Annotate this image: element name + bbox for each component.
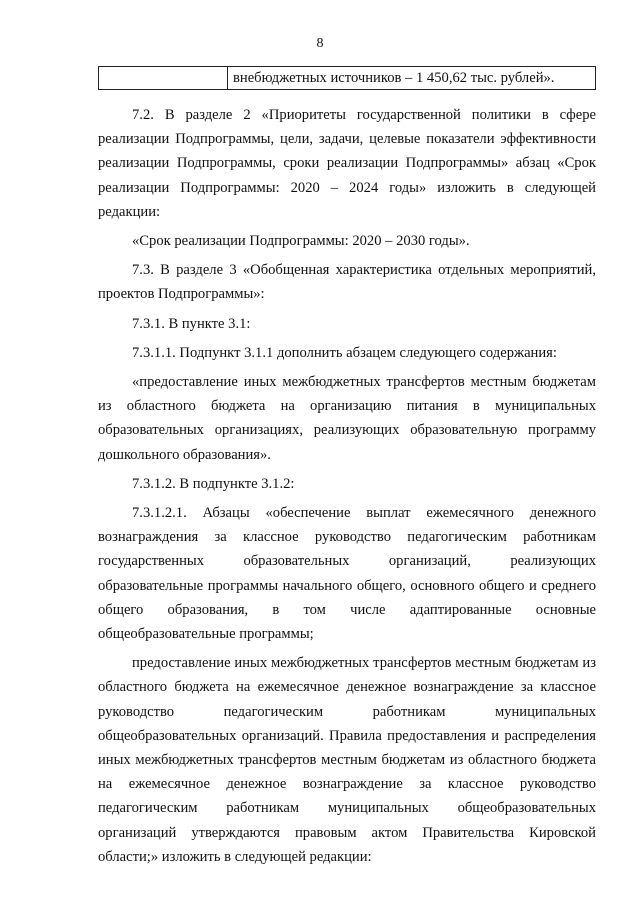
table-cell-text: внебюджетных источников – 1 450,62 тыс. рублей».	[233, 70, 555, 86]
paragraph-7-3-1-2-1: 7.3.1.2.1. Абзацы «обеспечение выплат ежемесячного денежного вознаграждения за классное руководство педагогическим работникам государственных образовательных организаций, реализующих образовательные программы начального общего, основного общего и среднего общего образования, в том числе адаптированные основные общеобразовательные программы;	[98, 505, 596, 643]
paragraph-7-3-1-1: 7.3.1.1. Подпункт 3.1.1 дополнить абзацем следующего содержания:	[132, 344, 557, 361]
paragraph-quote-transfers: «предоставление иных межбюджетных трансфертов местным бюджетам из областного бюджета на организацию питания в муниципальных образовательных организациях, реализующих образовательную программу дошкольного образования».	[98, 374, 596, 463]
paragraph-7-2: 7.2. В разделе 2 «Приоритеты государственной политики в сфере реализации Подпрограммы, цели, задачи, целевые показатели эффективности реализации Подпрограммы, сроки реализации Подпрограммы» абзац «Срок реализации Подпрограммы: 2020 – 2024 годы» изложить в следующей редакции:	[98, 107, 596, 220]
paragraph-7-3-1: 7.3.1. В пункте 3.1:	[132, 315, 251, 332]
table-cell-empty	[99, 67, 228, 89]
paragraph-7-3-1-2: 7.3.1.2. В подпункте 3.1.2:	[132, 475, 295, 492]
table-row	[98, 66, 596, 90]
document-body	[98, 98, 596, 869]
paragraph-7-3: 7.3. В разделе 3 «Обобщенная характеристика отдельных мероприятий, проектов Подпрограммы»:	[98, 262, 596, 303]
paragraph-transfers-rules: предоставление иных межбюджетных трансфертов местным бюджетам из областного бюджета на ежемесячное денежное вознаграждение за классное руководство педагогическим работникам муниципальных общеобразовательных организаций. Правила предоставления и распределения иных межбюджетных трансфертов местным бюджетам из областного бюджета на ежемесячное денежное вознаграждение за классное руководство педагогическим работникам муниципальных общеобразовательных организаций утверждаются правовым актом Правительства Кировской области;» изложить в следующей редакции:	[98, 655, 596, 865]
page-number: 8	[316, 36, 324, 51]
paragraph-new-term: «Срок реализации Подпрограммы: 2020 – 2030 годы».	[132, 233, 470, 250]
